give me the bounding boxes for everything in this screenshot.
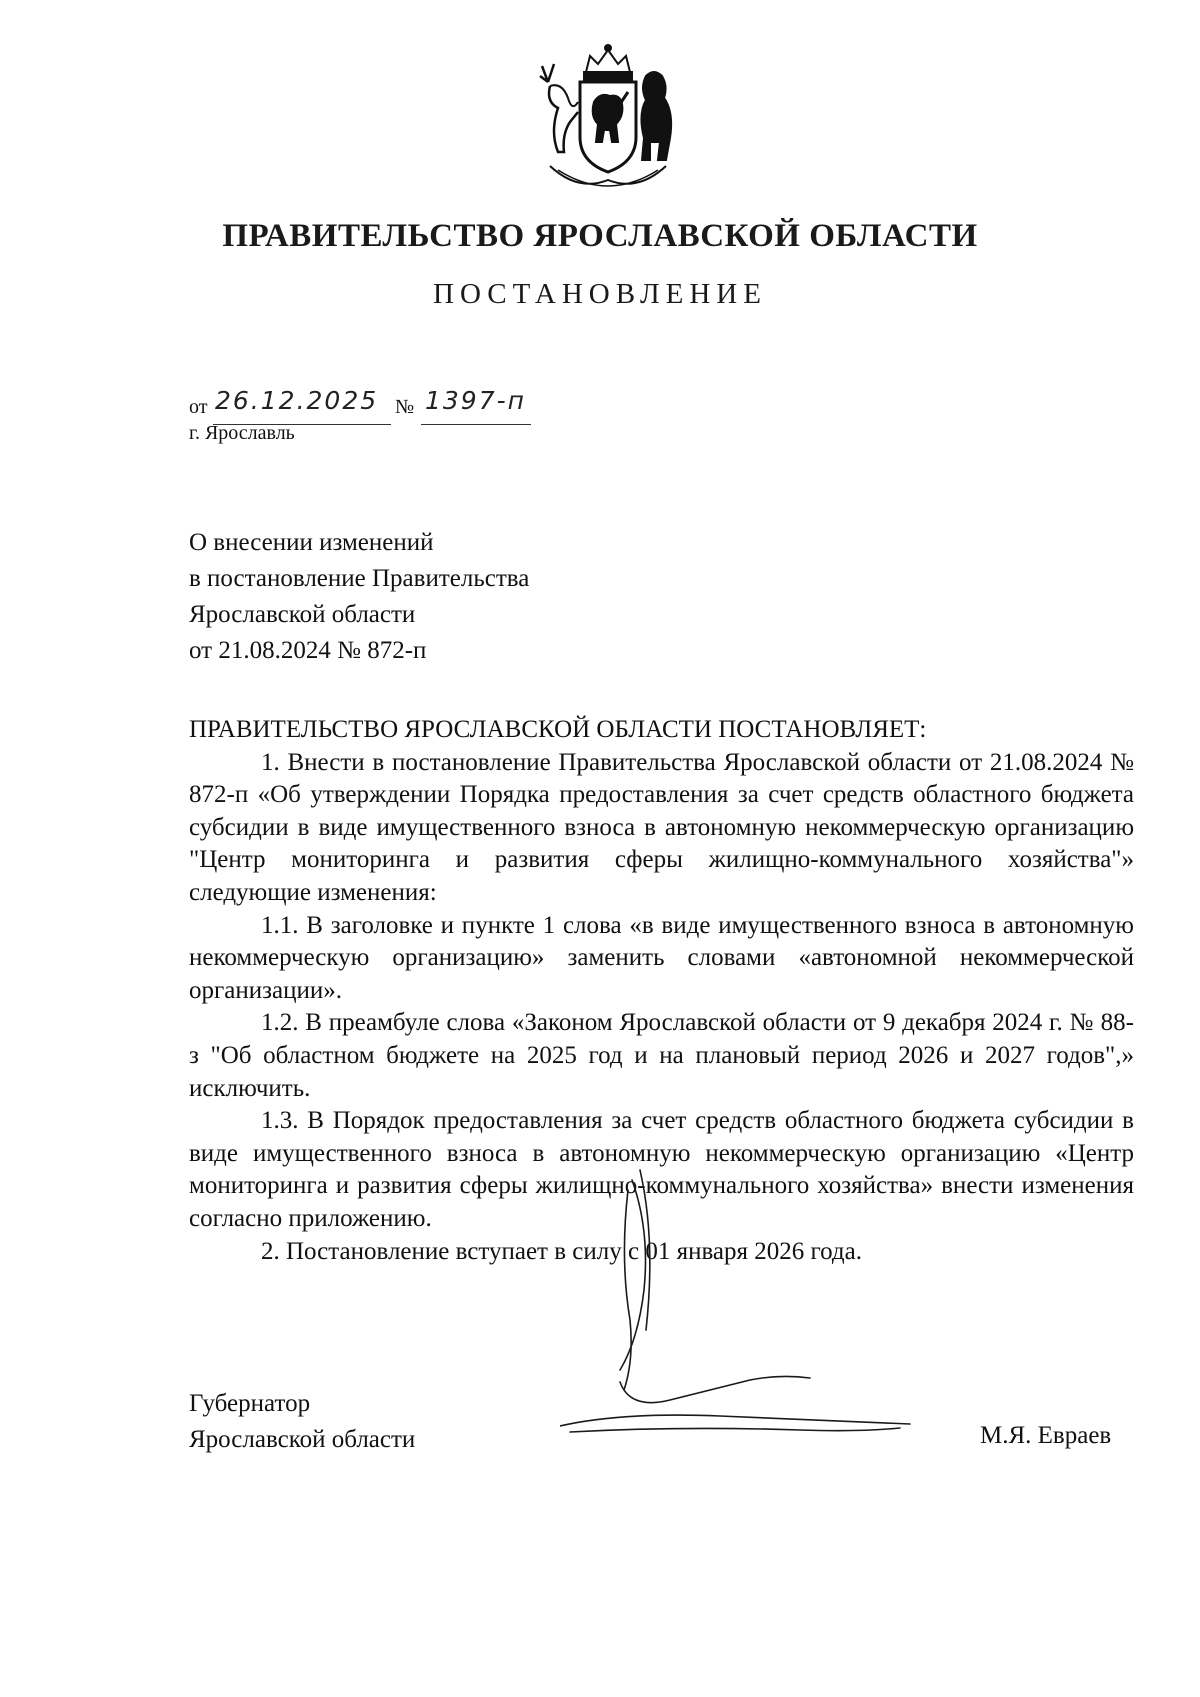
number-value: 1397-п <box>425 386 526 415</box>
resolution-intro: ПРАВИТЕЛЬСТВО ЯРОСЛАВСКОЙ ОБЛАСТИ ПОСТАНОВЛЯЕТ: <box>189 716 927 743</box>
clause-1: 1. Внести в постановление Правительства Ярославской области от 21.08.2024 № 872-п «Об утверждении Порядка предоставления за счет средств областного бюджета субсидии в виде имущественного взноса в автономную некоммерческую организацию "Центр мониторинга и развития сферы жилищно-коммунального хозяйства"» следующие изменения: <box>189 748 1134 906</box>
organization-title: ПРАВИТЕЛЬСТВО ЯРОСЛАВСКОЙ ОБЛАСТИ <box>222 218 978 254</box>
clause-2: 2. Постановление вступает в силу с 01 января 2026 года. <box>261 1237 863 1265</box>
subject-line: Ярославской области <box>189 601 416 628</box>
position-line: Губернатор <box>189 1390 311 1417</box>
subject-line: в постановление Правительства <box>189 565 530 592</box>
number-label: № <box>395 396 415 418</box>
subject-line: О внесении изменений <box>189 529 434 556</box>
document-type: ПОСТАНОВЛЕНИЕ <box>433 278 767 310</box>
number-underline <box>421 424 531 425</box>
clause-1-3: 1.3. В Порядок предоставления за счет средств областного бюджета субсидии в виде имущественного взноса в автономную некоммерческую организацию «Центр мониторинга и развития сферы жилищно-коммунального хозяйства» внести изменения согласно приложению. <box>189 1107 1134 1232</box>
clause-1-2: 1.2. В преамбуле слова «Законом Ярославской области от 9 декабря 2024 г. № 88-з "Об областном бюджете на 2025 год и на плановый период 2026 и 2027 годов",» исключить. <box>189 1009 1134 1102</box>
coat-of-arms-emblem <box>528 42 688 192</box>
date-value: 26.12.2025 <box>215 386 379 415</box>
handwritten-signature <box>560 1150 1000 1440</box>
clause-1-1: 1.1. В заголовке и пункте 1 слова «в виде имущественного взноса в автономную некоммерческую организацию» заменить словами «автономной некоммерческой организации». <box>189 911 1134 1004</box>
signatory-position <box>189 1386 415 1458</box>
subject-line: от 21.08.2024 № 872-п <box>189 637 427 664</box>
position-line: Ярославской области <box>189 1426 416 1453</box>
date-label: от <box>189 396 208 418</box>
document-subject <box>189 525 529 669</box>
city-label: г. Ярославль <box>189 422 295 444</box>
signatory-name: М.Я. Евраев <box>980 1422 1112 1449</box>
